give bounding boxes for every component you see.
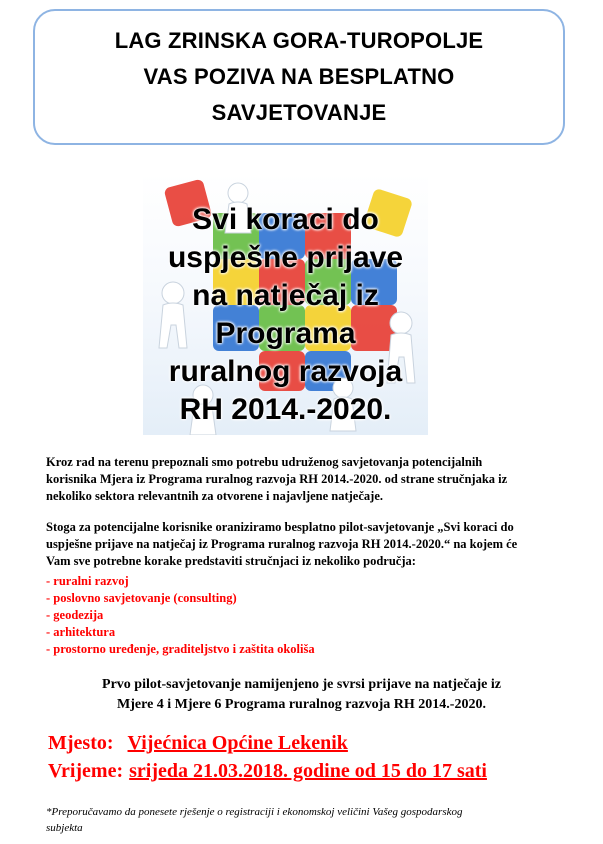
intro-line: korisnika Mjera iz Programa ruralnog razvoja RH 2014.-2020. od strane stručnjaka iz (46, 472, 508, 486)
hero-headline (143, 201, 428, 429)
purpose-line: Prvo pilot-savjetovanje namijenjeno je svrsi prijave na natječaje iz (102, 677, 501, 692)
time-label: Vrijeme: (48, 760, 124, 782)
place-label: Mjesto: (48, 732, 114, 754)
hero-line: na natječaj iz (192, 279, 379, 312)
hero-line: uspješne prijave (167, 241, 404, 274)
place-value: Vijećnica Općine Lekenik (127, 732, 348, 754)
footnote-line: *Preporučavamo da ponesete rješenje o registraciji i ekonomskoj veličini Vašeg gospodarskog (46, 806, 463, 818)
hero-line: Svi koraci do (192, 203, 379, 236)
place-row (48, 730, 348, 756)
hero-line: ruralnog razvoja (168, 355, 403, 388)
title-line-2: VAS POZIVA NA BESPLATNO (143, 64, 455, 89)
list-item: - poslovno savjetovanje (consulting) (46, 591, 237, 605)
time-row (48, 758, 487, 784)
footnote (46, 804, 566, 836)
purpose-paragraph (0, 675, 603, 715)
body-line: Vam sve potrebne korake predstaviti stručnjaci iz nekoliko područja: (46, 554, 416, 568)
intro-line: Kroz rad na terenu prepoznali smo potrebu udruženog savjetovanja potencijalnih (46, 455, 483, 469)
body-line: Stoga za potencijalne korisnike oraniziramo besplatno pilot-savjetovanje „Svi koraci do (46, 520, 514, 534)
intro-line: nekoliko sektora relevantnih za otvorene i najavljene natječaje. (46, 489, 383, 503)
body-paragraph (46, 519, 566, 570)
footnote-line: subjekta (46, 822, 83, 834)
time-value: srijeda 21.03.2018. godine od 15 do 17 sati (129, 760, 487, 782)
hero-line: RH 2014.-2020. (179, 393, 392, 426)
list-item: - arhitektura (46, 625, 116, 639)
title-line-3: SAVJETOVANJE (211, 100, 387, 125)
purpose-line: Mjere 4 i Mjere 6 Programa ruralnog razvoja RH 2014.-2020. (117, 697, 486, 712)
areas-list (46, 573, 315, 658)
hero-image (143, 173, 428, 435)
list-item: - prostorno uređenje, graditeljstvo i zaštita okoliša (46, 642, 315, 656)
list-item: - ruralni razvoj (46, 574, 129, 588)
title-line-1: LAG ZRINSKA GORA-TUROPOLJE (114, 28, 484, 53)
intro-paragraph (46, 454, 566, 505)
title-box (33, 9, 565, 145)
body-line: uspješne prijave na natječaj iz Programa ruralnog razvoja RH 2014.-2020.“ na kojem će (46, 537, 518, 551)
hero-line: Programa (215, 317, 356, 350)
list-item: - geodezija (46, 608, 104, 622)
